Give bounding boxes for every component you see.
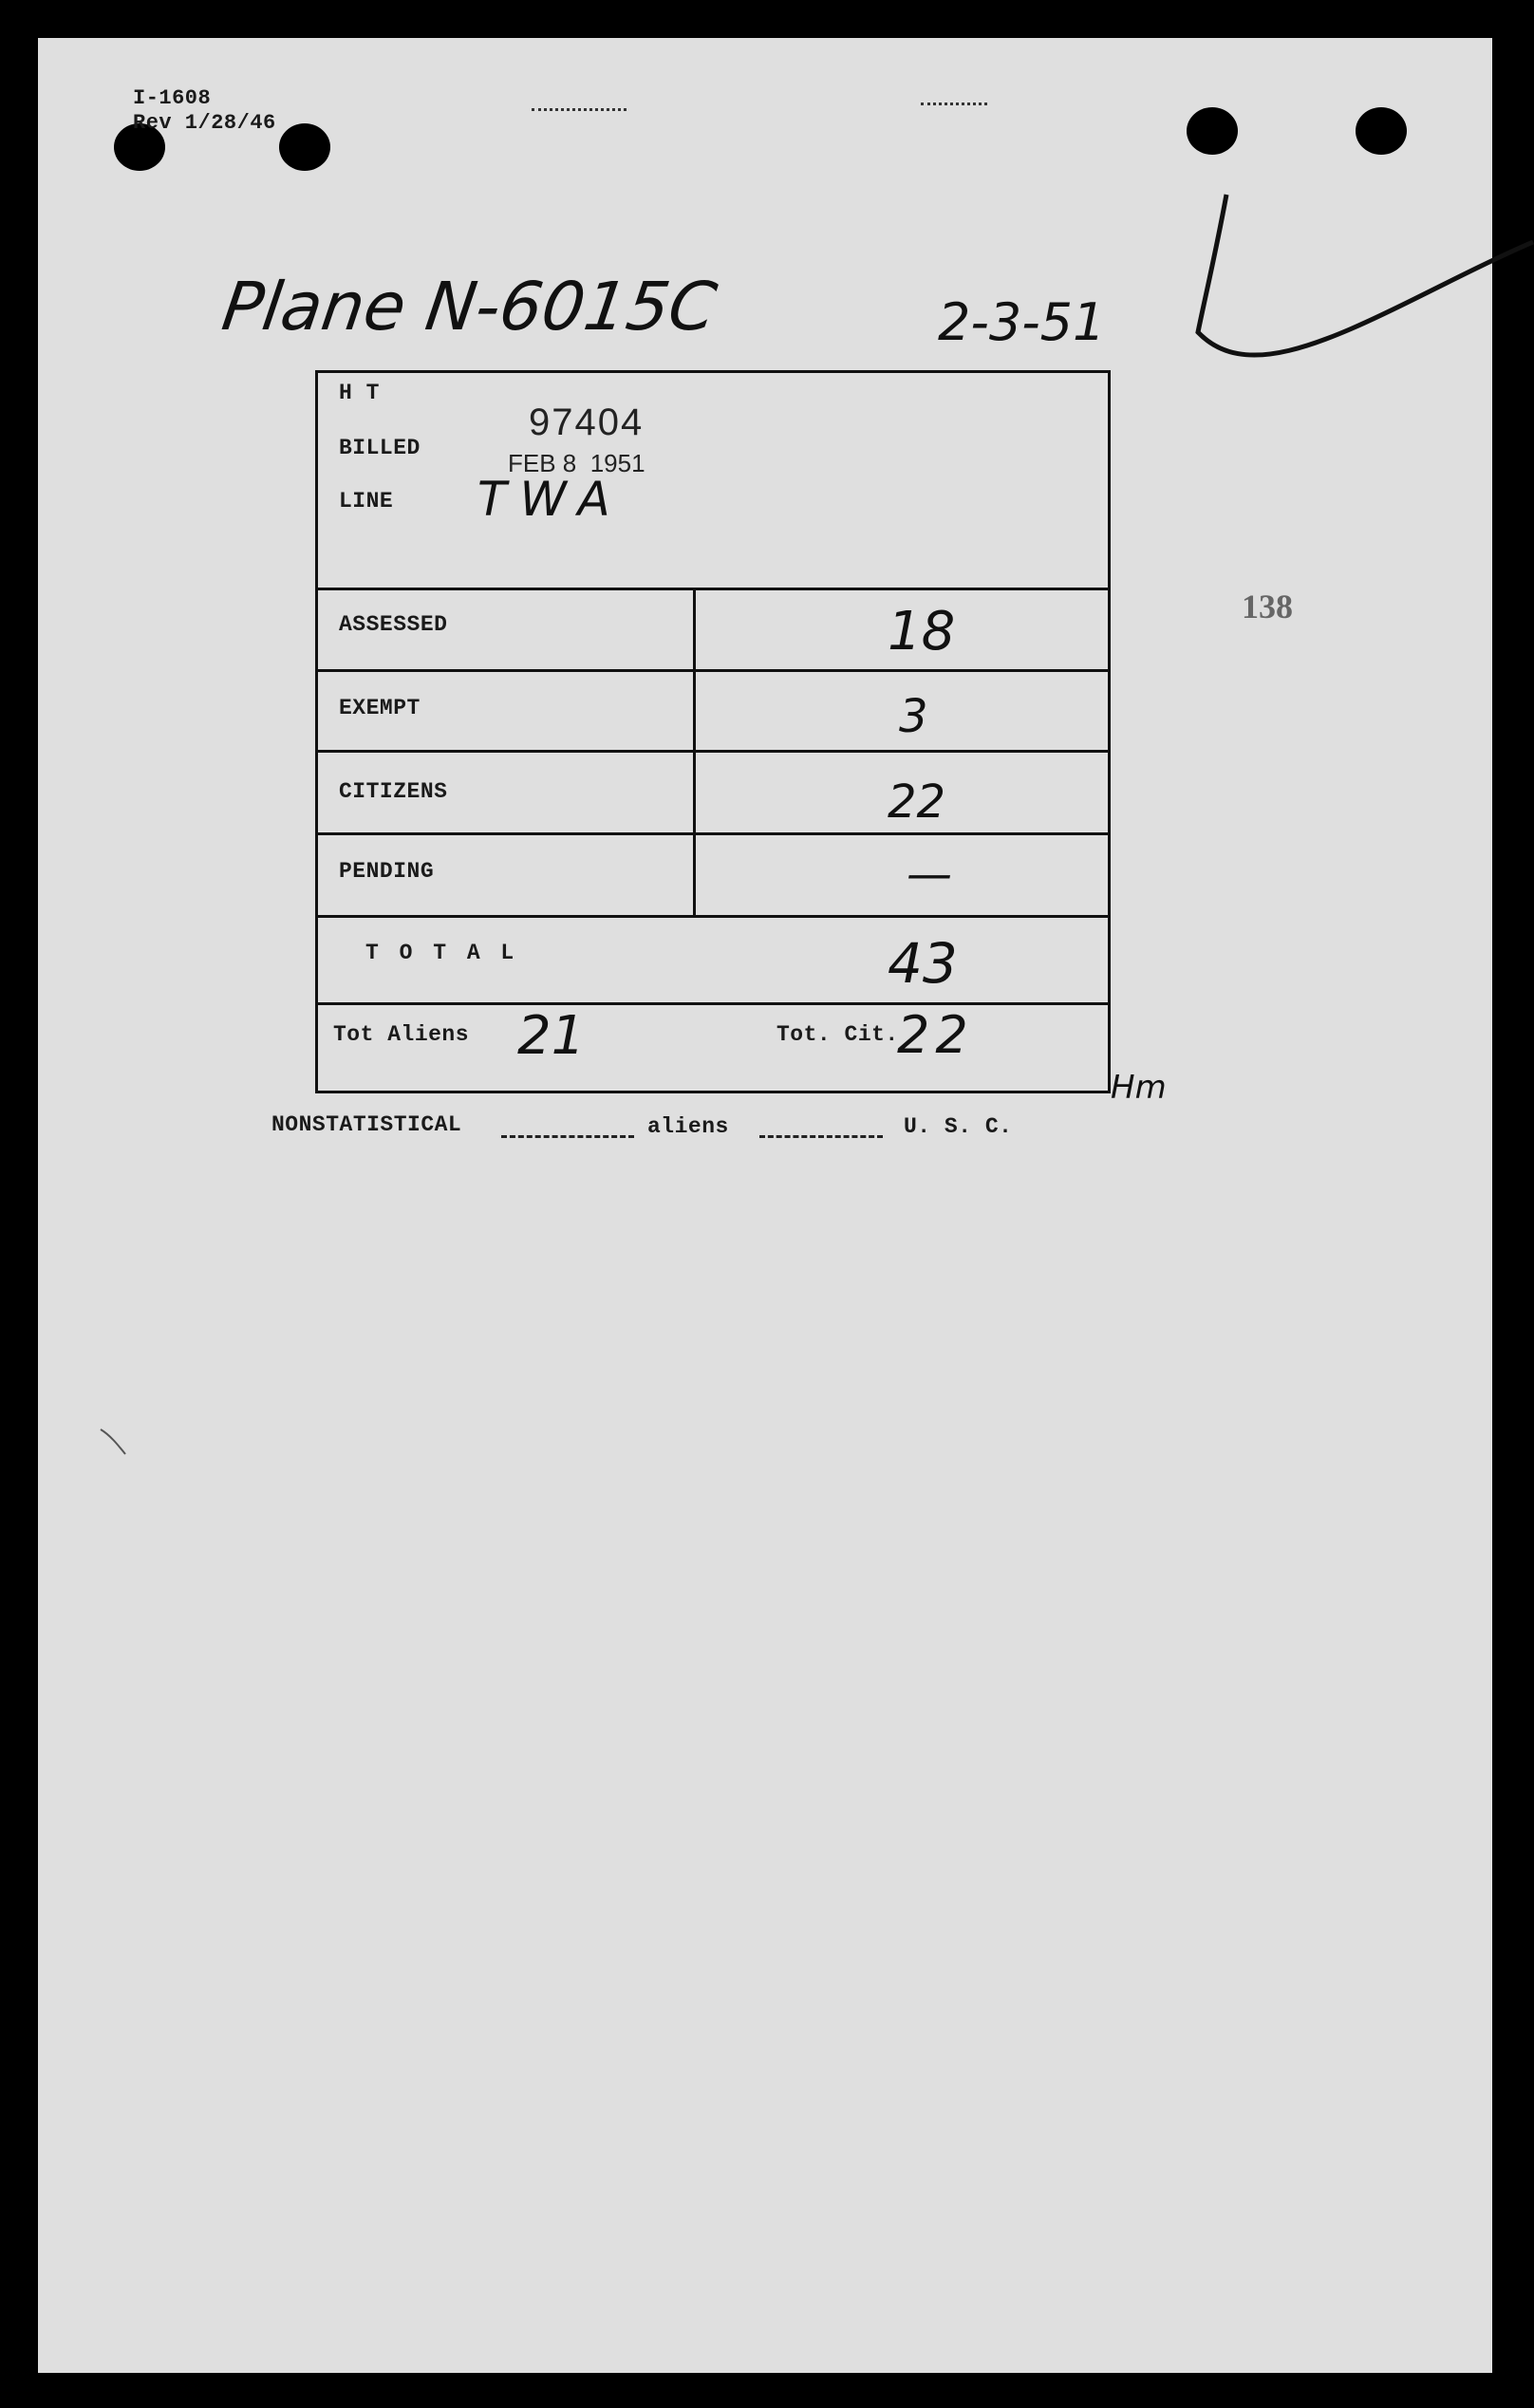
billed-label: BILLED	[339, 436, 421, 460]
page-number: 138	[1242, 588, 1293, 625]
exempt-value: 3	[899, 690, 928, 743]
pending-value: —	[907, 848, 952, 901]
usc-blank	[759, 1135, 883, 1138]
punch-hole	[279, 123, 330, 171]
citizens-label: CITIZENS	[339, 779, 448, 804]
punch-hole	[1356, 107, 1407, 155]
billed-date-stamp: FEB 8 1951	[508, 449, 645, 477]
tot-cit-label: Tot. Cit.	[776, 1022, 899, 1047]
usc-label: U. S. C.	[904, 1114, 1013, 1139]
plane-number: Plane N-6015C	[217, 268, 721, 345]
line-label: LINE	[339, 489, 394, 513]
form-number: I-1608	[133, 86, 212, 110]
total-value: 43	[888, 931, 958, 996]
exempt-label: EXEMPT	[339, 696, 421, 720]
initials: Hm	[1111, 1069, 1167, 1107]
citizens-value: 22	[888, 775, 946, 829]
tot-cit-value: 22	[897, 1005, 974, 1065]
header-date: 2-3-51	[938, 292, 1106, 352]
nonstatistical-label: NONSTATISTICAL	[271, 1112, 462, 1137]
tot-aliens-label: Tot Aliens	[333, 1022, 470, 1047]
pending-label: PENDING	[339, 859, 435, 884]
check-mark-icon	[1177, 152, 1534, 399]
total-label: T O T A L	[365, 941, 518, 965]
punch-hole	[1187, 107, 1238, 155]
nonstatistical-aliens-blank	[501, 1135, 634, 1138]
billed-number-stamp: 97404	[529, 401, 645, 443]
scan-mark	[532, 108, 627, 114]
scan-mark	[97, 1424, 135, 1462]
document-page	[38, 38, 1492, 2373]
tot-aliens-value: 21	[517, 1005, 586, 1067]
tally-box	[315, 370, 1111, 1093]
line-value: TWA	[477, 472, 624, 527]
assessed-value: 18	[888, 601, 956, 663]
form-revision: Rev 1/28/46	[133, 111, 276, 135]
aliens-label: aliens	[647, 1114, 729, 1139]
scan-mark	[921, 103, 987, 108]
assessed-label: ASSESSED	[339, 612, 448, 637]
ht-label: H T	[339, 381, 380, 405]
